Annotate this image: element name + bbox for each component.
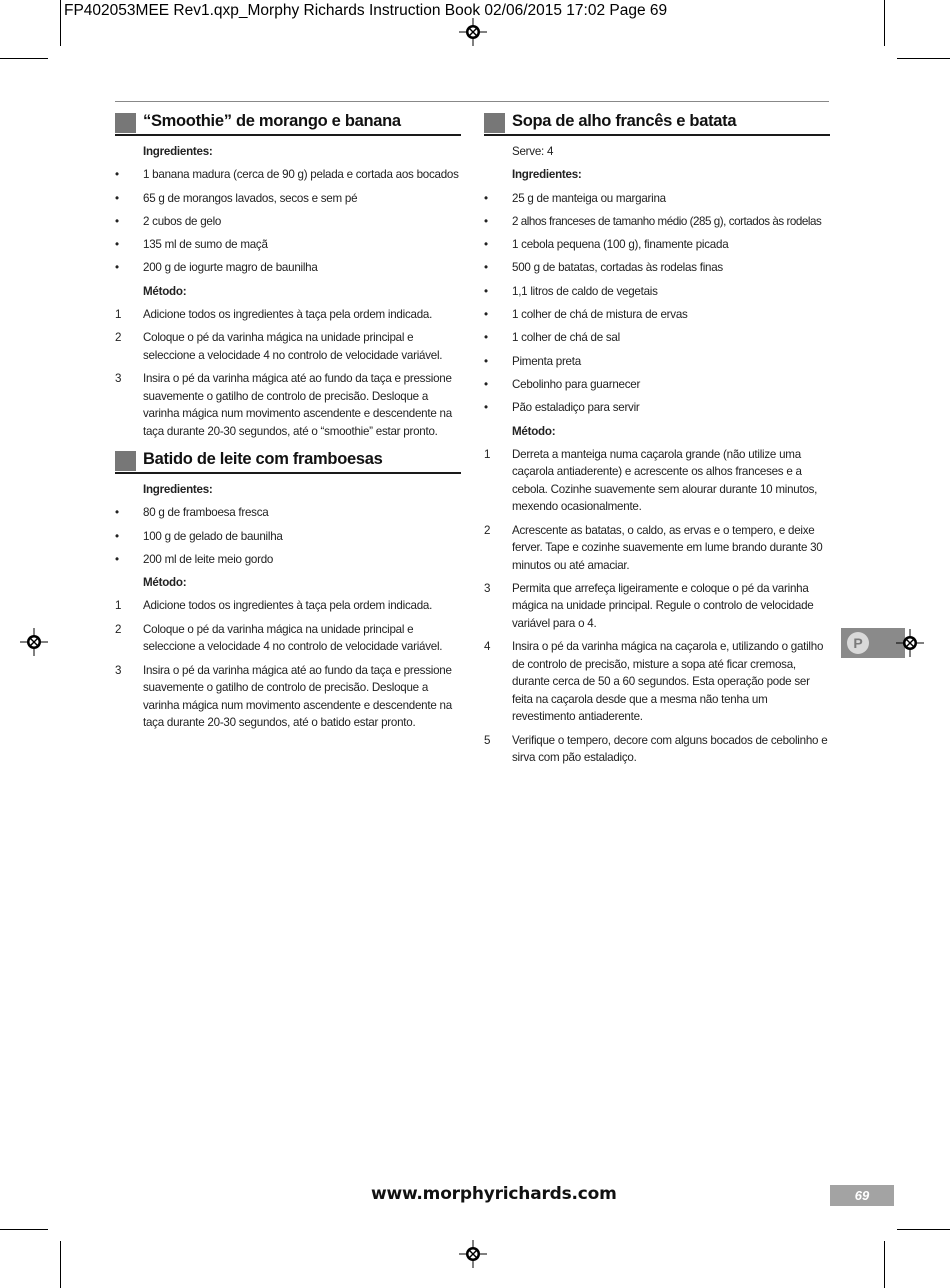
crop-mark: [60, 1241, 61, 1288]
bullet-icon: •: [484, 191, 488, 205]
page-number: 69: [830, 1185, 894, 1206]
method-step: 2 Coloque o pé da varinha mágica na unidade principal e seleccione a velocidade 4 no controlo de velocidade variável.: [115, 331, 443, 362]
ingredient-item: • Pão estaladiço para servir: [484, 399, 830, 417]
ingredient-item: • 2 alhos franceses de tamanho médio (285 g), cortados às rodelas: [484, 213, 830, 231]
method-label: Método:: [143, 576, 187, 590]
bullet-icon: •: [484, 377, 488, 391]
bullet-icon: •: [484, 238, 488, 252]
step-number: 2: [484, 523, 491, 537]
serves-text: Serve: 4: [512, 145, 554, 158]
bullet-icon: •: [484, 331, 488, 345]
step-number: 5: [484, 733, 491, 747]
registration-mark-icon: [459, 18, 487, 46]
registration-mark-icon: [459, 1240, 487, 1268]
method-step: 1 Adicione todos os ingredientes à taça pela ordem indicada.: [115, 306, 461, 324]
bullet-icon: •: [115, 552, 119, 566]
step-number: 3: [115, 663, 122, 677]
section-heading: [484, 112, 830, 136]
bullet-icon: •: [115, 214, 119, 228]
step-number: 4: [484, 640, 491, 654]
bullet-icon: •: [484, 354, 488, 368]
method-step: 3 Insira o pé da varinha mágica até ao fundo da taça e pressione suavemente o gatilho de controlo de precisão. Desloque a varinha mágica num movimento ascendente e descendente na taça durante 20-30 segundos, até o “smoothie” estar pronto.: [115, 372, 452, 438]
ingredient-item: • 2 cubos de gelo: [115, 213, 461, 231]
ingredient-item: • 200 g de iogurte magro de baunilha: [115, 259, 461, 277]
ingredient-item: • 1 cebola pequena (100 g), finamente picada: [484, 236, 830, 254]
ingredient-item: • 1 colher de chá de mistura de ervas: [484, 306, 830, 324]
right-column: [484, 112, 830, 772]
method-step: 4 Insira o pé da varinha mágica na caçarola e, utilizando o gatilho de controlo de precisão, misture a sopa até ficar cremosa, durante cerca de 50 a 60 segundos. Esta operação pode ser feita na caçarola desde que a mesma não tenha um revestimento antiaderente.: [484, 640, 824, 724]
step-number: 3: [115, 372, 122, 386]
ingredient-item: • 1 colher de chá de sal: [484, 329, 830, 347]
ingredient-item: • 80 g de framboesa fresca: [115, 504, 461, 522]
ingredient-item: • 500 g de batatas, cortadas às rodelas finas: [484, 259, 830, 277]
section-heading: [115, 450, 461, 474]
ingredients-label: Ingredientes:: [512, 168, 582, 182]
section-title: “Smoothie” de morango e banana: [143, 112, 401, 130]
ingredient-item: • 1 banana madura (cerca de 90 g) pelada e cortada aos bocados: [115, 166, 461, 184]
crop-mark: [0, 58, 48, 59]
method-label: Método:: [512, 424, 556, 438]
method-step: 5 Verifique o tempero, decore com alguns bocados de cebolinho e sirva com pão estaladiço.: [484, 733, 828, 765]
ingredient-item: • 135 ml de sumo de maçã: [115, 236, 461, 254]
bullet-icon: •: [484, 214, 488, 228]
bullet-icon: •: [484, 284, 488, 298]
crop-mark: [897, 1229, 950, 1230]
ingredient-item: • 1,1 litros de caldo de vegetais: [484, 283, 830, 301]
registration-mark-icon: [896, 629, 924, 657]
bullet-icon: •: [484, 401, 488, 415]
section-heading: [115, 112, 461, 136]
bullet-icon: •: [484, 261, 488, 275]
step-number: 1: [115, 308, 122, 322]
section-marker-block: [115, 451, 136, 471]
bullet-icon: •: [484, 308, 488, 322]
ingredient-item: • 200 ml de leite meio gordo: [115, 551, 461, 569]
method-step: 3 Insira o pé da varinha mágica até ao fundo da taça e pressione suavemente o gatilho de controlo de precisão. Desloque a varinha mágica num movimento ascendente e descendente na taça durante 20-30 segundos, até o batido estar pronto.: [115, 663, 452, 730]
ingredient-item: • Pimenta preta: [484, 353, 830, 371]
ingredient-item: • Cebolinho para guarnecer: [484, 376, 830, 394]
ingredient-item: • 65 g de morangos lavados, secos e sem pé: [115, 190, 461, 208]
print-slug-header: FP402053MEE Rev1.qxp_Morphy Richards Instruction Book 02/06/2015 17:02 Page 69: [64, 2, 668, 19]
crop-mark: [884, 1241, 885, 1288]
crop-mark: [884, 0, 885, 46]
bullet-icon: •: [115, 191, 119, 205]
method-step: 3 Permita que arrefeça ligeiramente e coloque o pé da varinha mágica na unidade principal. Regule o controlo de velocidade variável para o 4.: [484, 581, 814, 630]
method-step: 1 Adicione todos os ingredientes à taça pela ordem indicada.: [115, 597, 461, 615]
method-step: 1 Derreta a manteiga numa caçarola grande (não utilize uma caçarola antiaderente) e acrescente os alhos franceses e a cebola. Cozinhe suavemente sem alourar durante 10 minutos, mexendo ocasionalmente.: [484, 447, 818, 514]
section-title: Sopa de alho francês e batata: [512, 112, 737, 130]
top-rule: [115, 101, 829, 102]
registration-mark-icon: [20, 628, 48, 656]
crop-mark: [0, 1229, 48, 1230]
method-step: 2 Coloque o pé da varinha mágica na unidade principal e seleccione a velocidade 4 no controlo de velocidade variável.: [115, 622, 443, 654]
crop-mark: [897, 58, 950, 59]
step-number: 1: [115, 599, 122, 613]
bullet-icon: •: [115, 238, 119, 252]
crop-mark: [60, 0, 61, 46]
method-step: 2 Acrescente as batatas, o caldo, as ervas e o tempero, e deixe ferver. Tape e cozinhe suavemente em lume brando durante 30 minutos ou até amaciar.: [484, 523, 823, 572]
step-number: 3: [484, 581, 491, 595]
ingredient-item: • 100 g de gelado de baunilha: [115, 528, 461, 546]
bullet-icon: •: [115, 529, 119, 543]
left-column: [115, 112, 461, 737]
language-letter-badge: P: [847, 632, 869, 654]
bullet-icon: •: [115, 261, 119, 275]
ingredients-label: Ingredientes:: [143, 482, 213, 496]
footer-website: www.morphyrichards.com: [371, 1184, 617, 1204]
section-marker-block: [484, 113, 505, 133]
bullet-icon: •: [115, 506, 119, 520]
method-label: Método:: [143, 284, 187, 298]
ingredient-item: • 25 g de manteiga ou margarina: [484, 190, 830, 208]
step-number: 2: [115, 331, 122, 345]
ingredients-label: Ingredientes:: [143, 145, 213, 158]
section-marker-block: [115, 113, 136, 133]
bullet-icon: •: [115, 168, 119, 182]
step-number: 2: [115, 622, 122, 636]
section-title: Batido de leite com framboesas: [143, 449, 383, 468]
step-number: 1: [484, 447, 491, 461]
